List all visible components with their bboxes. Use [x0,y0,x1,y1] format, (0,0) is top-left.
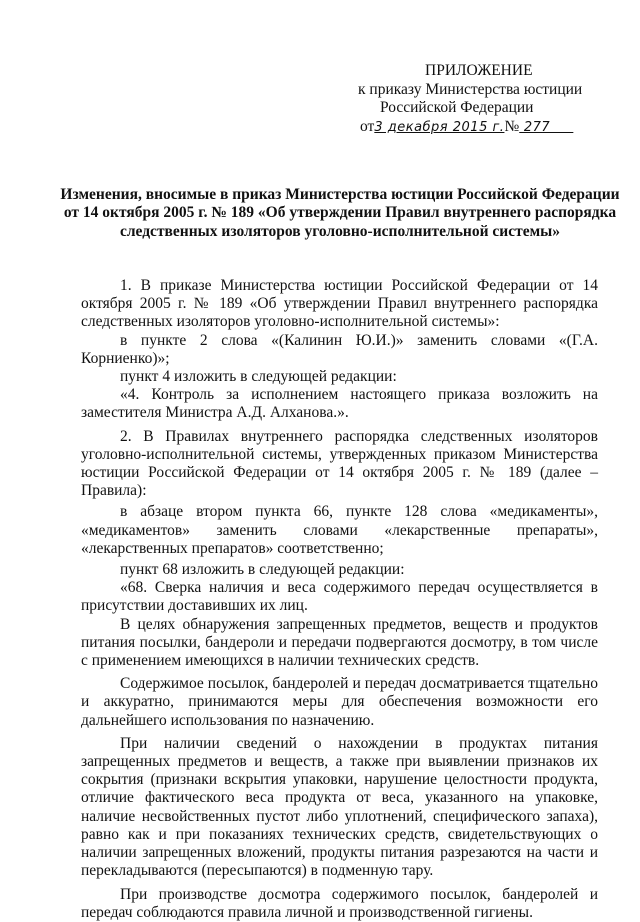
paragraph: 2. В Правилах внутреннего распорядка следственных изоляторов уголовно-исполнительной системы, утвержденных приказом Министерства юстиции Российской Федерации от 14 октября 2005 г. № 189 (далее – Правила): [81,427,598,500]
paragraph: «4. Контроль за исполнением настоящего приказа возложить на заместителя Министра А.Д. Алханова.». [81,386,598,422]
document-title [60,186,620,241]
paragraph: 1. В приказе Министерства юстиции Российской Федерации от 14 октября 2005 г. № 189 «Об утверждении Правил внутреннего распорядка следственных изоляторов уголовно-исполнительной системы»: [81,277,598,331]
paragraph: пункт 68 изложить в следующей редакции: [120,561,405,579]
paragraph: При производстве досмотра содержимого посылок, бандеролей и передач соблюдаются правила личной и производственной гигиены. [81,885,598,921]
paragraph: «68. Сверка наличия и веса содержимого передач осуществляется в присутствии доставивших их лиц. [81,579,598,615]
number-prefix: № [504,118,520,136]
paragraph: в абзаце втором пункта 66, пункте 128 слова «медикаменты», «медикаментов» заменить словами «лекарственные препараты», «лекарственных препаратов» соответственно; [81,503,598,557]
paragraph: В целях обнаружения запрещенных предметов, веществ и продуктов питания посылки, бандероли и передачи подвергаются досмотру, в том числе с применением имеющихся в наличии технических средств. [81,615,598,670]
appendix-heading: ПРИЛОЖЕНИЕ [425,62,533,79]
appendix-line-2: Российской Федерации [380,99,534,117]
date-value: 3 декабря 2015 г. [374,120,505,136]
paragraph: в пункте 2 слова «(Калинин Ю.И.)» заменить словами «(Г.А. Корниенко)»; [81,331,598,367]
paragraph: пункт 4 изложить в следующей редакции: [120,368,397,386]
number-value: 277 [519,120,574,136]
paragraph: Содержимое посылок, бандеролей и передач досматривается тщательно и аккуратно, принимаются меры для обеспечения возможности его дальнейшего использования по назначению. [81,675,598,729]
paragraph: При наличии сведений о нахождении в продуктах питания запрещенных предметов и веществ, а также при выявлении признаков их сокрытия (признаки вскрытия упаковки, нарушение целостности продукта, отличие фактического веса продукта от веса, указанного на упаковке, наличие несвойственных пустот либо уплотнений, специфического запаха), равно как и при показаниях технических средств, свидетельствующих о наличии запрещенных вложений, продукты питания разрезаются на части и перекладываются (пересыпаются) в подменную тару. [81,734,598,880]
title-line-2: от 14 октября 2005 г. № 189 «Об утверждении Правил внутреннего распорядка [63,204,617,222]
appendix-date-line [355,118,595,138]
date-prefix: от [360,118,375,136]
appendix-line-1: к приказу Министерства юстиции [358,80,583,98]
appendix-header [355,62,595,138]
title-line-3: следственных изоляторов уголовно-исполнительной системы» [119,222,561,240]
title-line-1: Изменения, вносимые в приказ Министерства юстиции Российской Федерации [60,186,620,203]
document-body [81,277,598,922]
